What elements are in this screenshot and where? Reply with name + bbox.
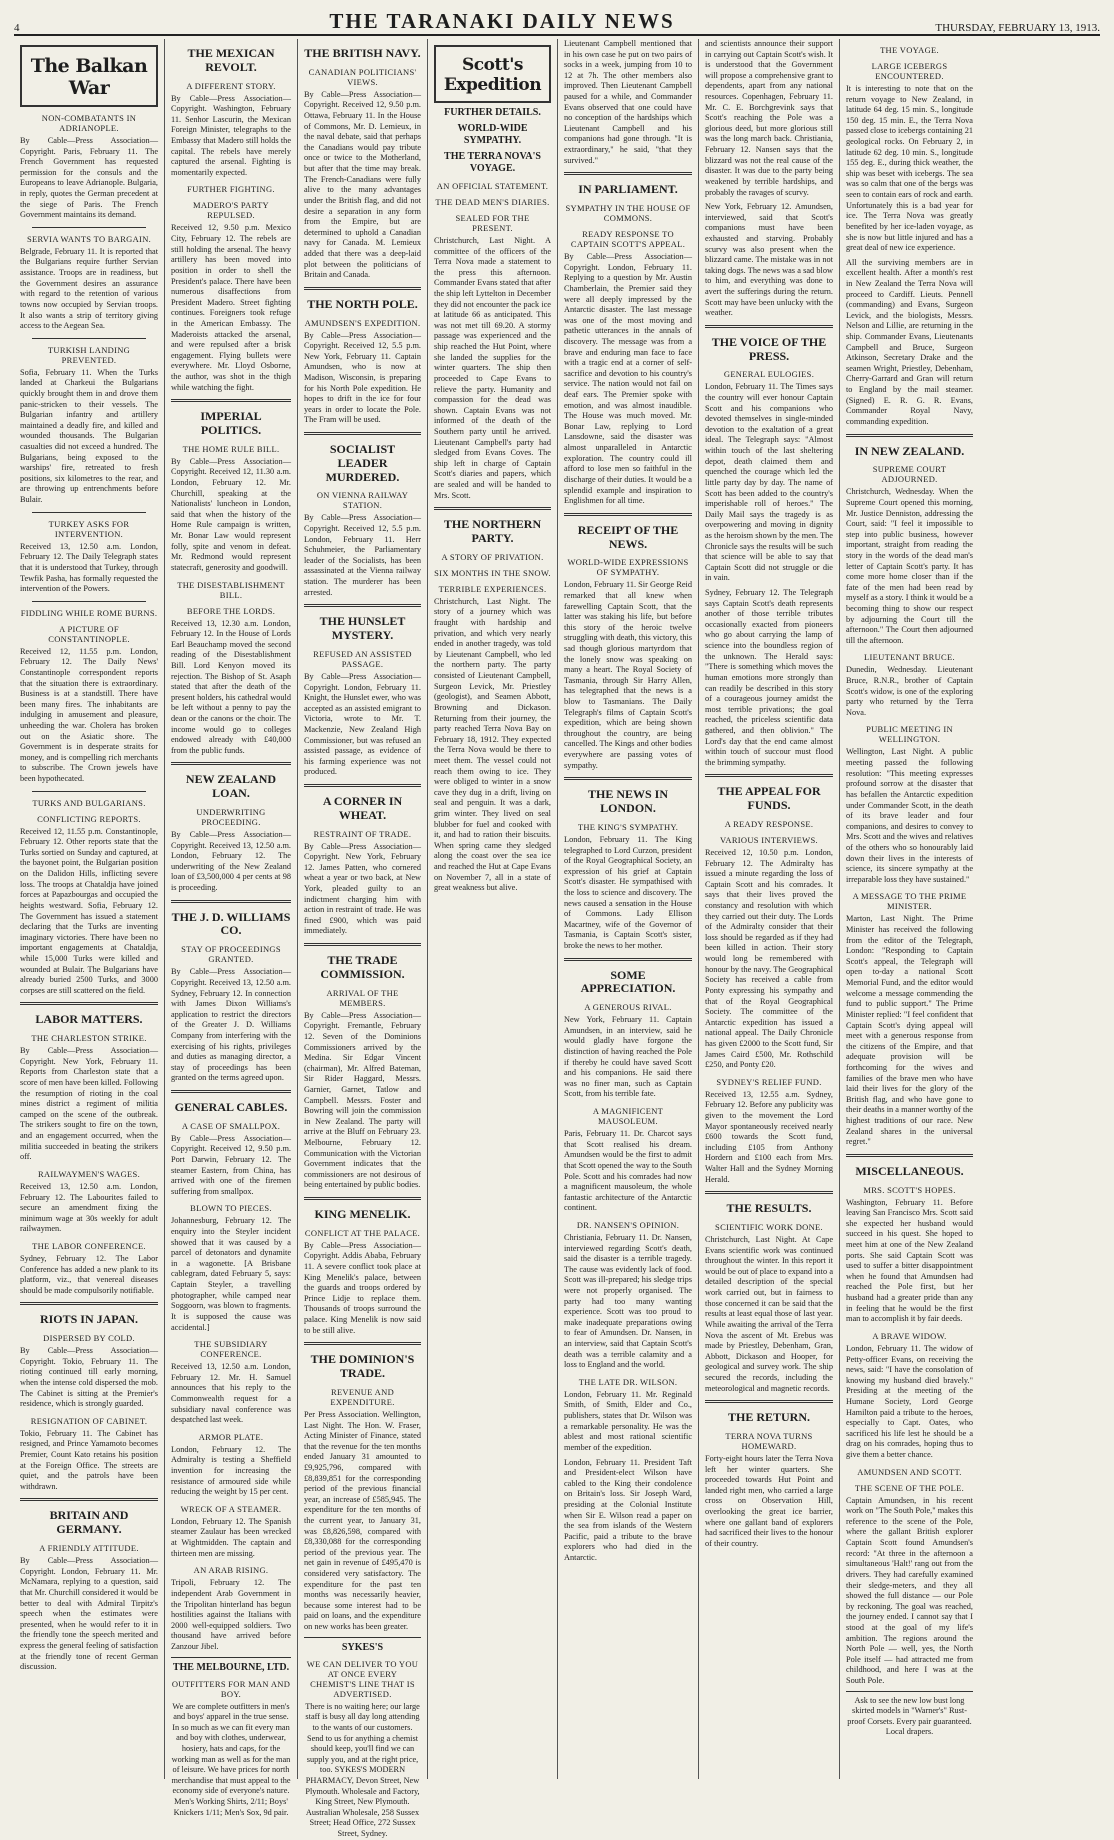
article-text: It is interesting to note that on the return voyage to New Zealand, in latitude 64 deg. 15 min. S., longitude 150 deg. 15 min. E., the Terra Nova passed close to icebergs containing 21 geological rocks. On February 2, in latitude 62 deg. 10 min. S., longitude 155 deg. E., during thick weather, the ship was beset with icebergs. The sea was so calm that one of the bergs was seen to contain ears of rock and earth. Unfortunately this is a bad year for ice. The Terra Nova was greatly benefited by her ice-laden voyage, as she is now but little injured and has a great deal of new ice experience. — [846, 84, 973, 253]
divider — [564, 777, 692, 780]
divider — [304, 1342, 421, 1345]
ad-name: SYKES'S — [341, 1641, 384, 1653]
section-title: THE VOICE OF THE PRESS. — [711, 334, 827, 363]
section-title: RECEIPT OF THE NEWS. — [577, 522, 679, 551]
divider — [564, 513, 692, 516]
article-text: All the surviving members are in excellent health. After a month's rest in New Zealand the Terra Nova will proceed to Cardiff. Lieuts. Pennell (commanding) and Evans, Surgeon Levick, and the biologists, Messrs. Nelson and Lillie, are returning in the ship. Commander Evans, Lieutenants Campbell and Bruce, Surgeon Atkinson, Secretary Drake and the seamen Wright, Priestley, Debenham, Cherry-Garrard and Gran will return to England by the mail steamer. (Signed) E. R. G. R. Evans, Commander Royal Navy, commanding expedition. — [846, 257, 973, 426]
section-subtitle: SCIENTIFIC WORK DONE. — [715, 1222, 823, 1233]
section-title: THE HUNSLET MYSTERY. — [319, 614, 406, 643]
section-title: THE BRITISH NAVY. — [304, 46, 421, 60]
issue-date: THURSDAY, FEBRUARY 13, 1913. — [935, 22, 1100, 34]
section-subtitle: SUPREME COURT ADJOURNED. — [872, 464, 947, 485]
article-text: Christchurch, Last Night. At Cape Evans scientific work was continued throughout the winter. In this report it would be out of place to expand into a detailed description of the special work carried out, but in fairness to those concerned it can be said that the results at least equal those of last year. While awaiting the arrival of the Terra Nova the ascent of Mt. Erebus was made by Priestley, Debenham, Gran, Abbott, Dickason and Hooper, for geological and survey work. The ship secured the records, including the meteorological and magnetic records. — [705, 1235, 833, 1393]
article-text: By Cable—Press Association—Copyright. Received 12, 11.30 a.m. London, February 12. Mr. Churchill, speaking at the Nationalists' luncheon in London, said that when the history of the Home Rule campaign is written, Mr. Bonar Law would represent folly, spite and venom in defeat. Mr. Redmond would represent statecraft, generosity and goodwill. — [171, 456, 291, 572]
section-subtitle: AMUNDSEN AND SCOTT. — [857, 1466, 962, 1477]
divider — [304, 287, 421, 290]
advertisement-corsets — [846, 1691, 973, 1738]
article-text: Tripoli, February 12. The independent Arab Government in the Tripolitan hinterland has begun hostilities against the Italians with 2000 well-equipped soldiers. Two thousand have arrived before Zanzour Jibel. — [171, 1578, 291, 1651]
section-title: FIDDLING WHILE ROME BURNS. — [20, 607, 158, 618]
article-text: Sofia, February 11. When the Turks landed at Charkeui the Bulgarians quickly brought them in and drove them panic-stricken to their vessels. The Bulgarian infantry and artillery maintained a deadly fire, and killed and wounded thousands. The Bulgarian casualties did not exceed a hundred. The Bulgarians, being exposed to the warships' fire, retreated to fresh positions, six kilometres to the rear, and are throwing up entrenchments before Bulair. — [20, 367, 158, 505]
divider — [171, 900, 291, 903]
section-subtitle: THE DEAD MEN'S DIARIES. — [435, 197, 550, 207]
section-subtitle: SEALED FOR THE PRESENT. — [455, 213, 530, 233]
section-title: NEW ZEALAND LOAN. — [185, 772, 277, 801]
headline-box — [434, 45, 551, 103]
article-text: Received 13, 12.30 a.m. London, February 12. In the House of Lords Earl Beauchamp moved the second reading of the Disestablishment Bill. Lord Kenyon moved its rejection. The Bishop of St. Asaph stated that after the death of the present holders, his cathedral would be left without a penny to pay the dean or the canons or the choir. The income would go to colleges endowed already with £40,000 from the public funds. — [171, 618, 291, 755]
section-title: GENERAL CABLES. — [174, 1099, 288, 1114]
divider — [32, 338, 146, 339]
divider — [304, 784, 421, 787]
section-title: RIOTS IN JAPAN. — [39, 1312, 139, 1327]
article-text: Tokio, February 11. The Cabinet has resigned, and Prince Yamamoto becomes Premier, Count Kato retains his position at the Foreign Office. The streets are quiet, and the patrols have been withdrawn. — [20, 1428, 158, 1491]
masthead — [14, 8, 1100, 36]
article-text: By Cable—Press Association—Copyright. Received 12, 9.50 p.m. Ottawa, February 11. In the House of Commons, Mr. D. Lemieux, in the naval debate, said that perhaps the Canadians would pay tribute once or twice to the Motherland, but after that the time may break. The French-Canadians were fully alive to the many advantages under the British flag, and did not desire a separation in any form from the Empire, but are determined to uphold a Canadian navy for Canada. M. Lemieux added that there was a deep-laid plot between the politicians of Britain and Canada. — [304, 89, 421, 280]
section-title: BRITAIN AND GERMANY. — [49, 1508, 129, 1537]
column-6 — [699, 39, 840, 1779]
article-text: Received 13, 12.55 a.m. Sydney, February 12. Before any publicity was given to the movement the Lord Mayor spontaneously received nearly £600 towards the Scott fund, including £105 from Anthony Hordern and £100 each from Mrs. Walter Hall and the Sydney Morning Herald. — [705, 1089, 833, 1184]
section-title: MISCELLANEOUS. — [855, 1163, 964, 1178]
advertisement-melbourne — [171, 1657, 291, 1819]
section-subtitle: BLOWN TO PIECES. — [190, 1203, 272, 1214]
section-subtitle: CONFLICT AT THE PALACE. — [304, 1227, 421, 1238]
section-subtitle: AN ARAB RISING. — [193, 1565, 269, 1576]
article-text: By Cable—Press Association—Copyright. New York, February 11. Reports from Charleston state that a score of men have been killed. Following the resumption of rioting in the coal mines district a regiment of militia camped on the scene of the outbreak. The strikers sought to fire on the town, and an engagement occurred, when the militia succeeded in beating the strikers off. — [20, 1046, 158, 1162]
article-text: Paris, February 11. Dr. Charcot says that Scott realised his dream. Amundsen would be the first to admit that Scott opened the way to the South Pole. Scott and his comrades had now a magnificent mausoleum, the whole fantastic architecture of the Antarctic continent. — [564, 1129, 692, 1213]
article-text: Received 12, 10.50 p.m. London, February 12. The Admiralty has issued a minute regarding the loss of Captain Scott and his comrades. It says that their lives proved the constancy and resolution with which they carried out their duty. The Lords of the Admiralty consider that their loss should be regarded as if they had been killed in action. Their story would long be remembered with honour by the navy. The Geographical Society has received a cable from Ponty expressing his sympathy and that of the Royal Geographical Society. The committee of the Antarctic expedition has issued a national appeal. The Daily Chronicle has given £2000 to the Scott fund, Sir James Caird £500, Mr. Rothschild £250, and Ponty £20. — [705, 847, 833, 1070]
article-text: By Cable—Press Association—Copyright. Paris, February 11. The French Government has requested permission for the consuls and the Europeans to leave Adrianople. Bulgaria, in reply, quotes the German precedent at the siege of Paris. The French Government maintains its demand. — [20, 136, 158, 220]
section-subtitle: FURTHER FIGHTING. — [187, 184, 275, 195]
section-subtitle: ARRIVAL OF THE MEMBERS. — [326, 987, 399, 1008]
section-title: IN PARLIAMENT. — [578, 182, 678, 197]
section-title: THE MEXICAN REVOLT. — [187, 46, 275, 74]
article-text: Received 13, 12.50 a.m. London, February 12. The Daily Telegraph states that it is understood that Turkey, through Tewfik Pasha, has formally requested the intervention of the Powers. — [20, 541, 158, 594]
article-text: Johannesburg, February 12. The enquiry into the Steyler incident showed that it was caused by a parcel of detonators and dynamite in a wagonette. [A Brisbane cablegram, dated February 5, says: Captain Steyler, a travelling photographer, while camped near Soggoorn, was blown to fragments. It is supposed the cause was accidental.] — [171, 1216, 291, 1332]
divider — [32, 227, 146, 228]
section-subtitle: REVENUE AND EXPENDITURE. — [330, 1386, 395, 1407]
section-subtitle: GENERAL EULOGIES. — [723, 369, 815, 380]
section-subtitle: THE DISESTABLISHMENT BILL. — [177, 579, 285, 600]
section-subtitle: A PICTURE OF CONSTANTINOPLE. — [48, 623, 130, 644]
divider — [705, 774, 833, 777]
section-subtitle: RESTRAINT OF TRADE. — [313, 828, 412, 839]
column-4 — [428, 39, 558, 1779]
divider — [705, 325, 833, 328]
section-subtitle: ON VIENNA RAILWAY STATION. — [316, 490, 409, 511]
section-subtitle: CANADIAN POLITICIANS' VIEWS. — [308, 66, 417, 87]
article-text: By Cable—Press Association—Copyright. New York, February 12. James Patten, who cornered wheat a year or two back, at New York, pleaded guilty to an indictment charging him with action in restraint of trade. He was fined £900, which was paid immediately. — [304, 841, 421, 936]
section-subtitle: STAY OF PROCEEDINGS GRANTED. — [181, 944, 281, 965]
article-text: Received 13, 12.50 a.m. London, February 12. The Labourites failed to secure an amendment fixing the minimum wage at 30s weekly for adult railwaymen. — [20, 1181, 158, 1234]
divider — [705, 1400, 833, 1403]
article-text: Marton, Last Night. The Prime Minister has received the following from the editor of the Telegraph, London: "Responding to Captain Scott's appeal, the Telegraph will open to-day a national Scott Memorial Fund, and the editor would welcome a message commending the fund to public support." The Prime Minister replied: "I feel confident that Captain Scott's dying appeal will meet with a generous response from the citizens of the Empire, and that adequate provision will be forthcoming for the wives and families of the brave men who have laid their lives for the glory of the British flag, and who have gone to their deaths in a manner worthy of the highest traditions of our race. New Zealand shares in the universal regret." — [846, 914, 973, 1147]
section-subtitle: VARIOUS INTERVIEWS. — [720, 834, 818, 845]
article-text: By Cable—Press Association—Copyright. Received 12, 9.50 p.m. Port Darwin, February 12. The steamer Eastern, from China, has arrived with one of the firemen suffering from smallpox. — [171, 1133, 291, 1196]
section-subtitle: READY RESPONSE TO CAPTAIN SCOTT'S APPEAL. — [570, 229, 686, 250]
section-title: IMPERIAL POLITICS. — [200, 409, 262, 438]
article-text: Sydney, February 12. The Labor Conference has added a new plank to its platform, viz., that venereal diseases should be made compulsorily notifiable. — [20, 1253, 158, 1295]
article-text: By Cable—Press Association—Copyright. London, February 11. Mr. McNamara, replying to a question, said that Mr. Churchill considered it would be better to deal with Admiral Tirpitz's speech when the estimates were presented, when he would refer to it in the friendly tone the speech merited and express the general feeling of satisfaction at the friendly tone of recent German discussion. — [20, 1556, 158, 1672]
section-title: SOCIALIST LEADER MURDERED. — [325, 442, 400, 484]
article-text: Sydney, February 12. The Telegraph says Captain Scott's death represents another of those terrible tributes occasionally exacted from pioneers who go about carrying the lamp of science into the boundless region of the unknown. The Herald says: "There is something which moves the human emotions more strongly than can readily be described in this story of a courageous journey amidst the most terrible privations; the goal reached, the priceless scientific data gathered, and then oblivion." The Lord's day that the end came almost within touch of succour must flood the brimming sympathy. — [705, 588, 833, 767]
section-title: TURKS AND BULGARIANS. — [32, 797, 146, 808]
divider — [564, 958, 692, 961]
article-text: Christiania, February 11. Dr. Nansen, interviewed regarding Scott's death, said the disaster is a terrible tragedy. The cause was evidently lack of food. Scott was ill-prepared; his sledge trips were not properly organised. The party had too many wanting experience. Scott was too proud to make inadequate preparations owing to fear of Amundsen. Dr. Nansen, in an interview, said that Captain Scott's death was a terrible calamity and a loss to England and the world. — [564, 1232, 692, 1370]
article-text: Christchurch, Last Night. The story of a journey which was fraught with hardship and privation, and which very nearly ended in another tragedy, was told by Lieutenant Campbell, who led the northern party. The party consisted of Lieutenant Campbell, Surgeon Levick, Mr. Priestley (geologist), and Seamen Abbott, Browning and Dickason. Returning from their journey, the party reached Terra Nova Bay on February 18, 1912. They expected the Terra Nova would be there to meet them. The vessel could not reach them owing to ice. They were obliged to winter in a snow cave they dug in a drift, living on seal and penguin. It was a dark, grim winter. They lived on seal blubber for fuel and cooked with it, and had to ration their biscuits. When spring came they sledged along the coast over the sea ice and reached the Hut at Cape Evans on November 7, all in a state of great weakness but alive. — [434, 596, 551, 893]
section-title: THE RESULTS. — [726, 1201, 812, 1216]
divider — [434, 507, 551, 510]
section-title: THE TRADE COMMISSION. — [320, 953, 405, 981]
section-title: THE RETURN. — [727, 1410, 810, 1425]
article-text: New York, February 11. Captain Amundsen, in an interview, said he would gladly have forgone the distinction of having reached the Pole if thereby he could have saved Scott and his companions. He said there was no finer man, such as Captain Scott, from his terrible fate. — [564, 1015, 692, 1099]
article-text: By Cable—Press Association—Copyright. Received 13, 12.50 a.m. London, February 12. The underwriting of the New Zealand loan of £3,500,000 4 per cents at 98 is proceeding. — [171, 830, 291, 893]
section-subtitle: AMUNDSEN'S EXPEDITION. — [304, 317, 421, 328]
section-subtitle: A BRAVE WIDOW. — [872, 1330, 947, 1341]
section-subtitle: PUBLIC MEETING IN WELLINGTON. — [866, 724, 953, 745]
article-text: Per Press Association. Wellington, Last Night. The Hon. W. Fraser, Acting Minister of Finance, stated that the revenue for the ten months ended January 31 amounted to £9,925,796, compared with £8,839,851 for the corresponding period of the previous financial year, an increase of £585,945. The expenditure for the ten months of the current year, to January 31, was £8,826,598, compared with £8,330,088 for the corresponding period of the previous year. The net gain in revenue of £495,470 is considered very satisfactory. The expenditure for the past ten months was necessarily heavier, because some interest had to be paid on loans, and the expenditure on new works has been greater. — [304, 1409, 421, 1632]
page-number: 4 — [14, 22, 20, 34]
article-text: London, February 11. The Times says the country will ever honour Captain Scott and his companions who devoted themselves in single-minded devotion to the exaltation of a great ideal. The Telegraph says: "Almost within touch of the last sheltering depot, death claimed them and quenched the courage which led the little party day by day. The name of Scott has been added to the country's imperishable roll of heroes." The Daily Mail says the tragedy is as overpowering and moving in dignity as the heroism shown by the men. The Chronicle says the results will be such that science will be able to say that Captain Scott did not struggle or die in vain. — [705, 382, 833, 583]
article-text: Lieutenant Campbell mentioned that in his own case he put on two pairs of socks in a week, jumping from 10 to 12 at 7h. The other members also improved. Then Lieutenant Campbell paused for a while, and Commander Evans observed that one could have no conception of the hardships which Lieutenant Campbell and his companions had gone through. "It is extraordinary," he said, "that they survived." — [564, 39, 692, 165]
ad-text: There is no waiting here; our large staff is busy all day long attending to the wants of our customers. Send to us for anything a chemist should keep, you'll find we can supply you, and at the right price, too. SYKES'S MODERN PHARMACY, Devon Street, New Plymouth. Wholesale and Factory, King Street, New Plymouth. Australian Wholesale, 258 Sussex Street; Head Office, 272 Sussex Street, Sydney. — [305, 1701, 420, 1839]
headline-box — [20, 45, 158, 107]
section-subtitle: WRECK OF A STEAMER. — [180, 1503, 282, 1514]
section-subtitle: A MAGNIFICENT MAUSOLEUM. — [592, 1106, 664, 1127]
section-subtitle: A GENEROUS RIVAL. — [584, 1002, 672, 1013]
section-subtitle: RESIGNATION OF CABINET. — [30, 1415, 148, 1426]
divider — [564, 172, 692, 175]
section-title: SERVIA WANTS TO BARGAIN. — [26, 233, 152, 244]
section-title: THE APPEAL FOR FUNDS. — [717, 784, 821, 813]
divider — [304, 943, 421, 946]
article-text: Received 12, 11.55 p.m. London, February 12. The Daily News' Constantinople correspondent reports that the situation there is extraordinary. Business is at a standstill. There have been many fires. The inhabitants are indulging in amusement and pleasure, unheeding the war. Cholera has broken out on the Asiatic shore. The Government is in desperate straits for money, and is compelling rich merchants to subscribe. The Crown jewels have been hypothecated. — [20, 646, 158, 784]
divider — [171, 1090, 291, 1093]
section-subtitle: AN OFFICIAL STATEMENT. — [436, 181, 549, 191]
section-subtitle: TERRIBLE EXPERIENCES. — [438, 583, 547, 594]
article-text: Washington, February 11. Before leaving San Francisco Mrs. Scott said she expected her husband would succeed in his quest. She hoped to meet him at one of the New Zealand ports. She said Captain Scott was used to suffer a bitter disappointment when he found that Amundsen had reached the Pole first, but her husband had a greater pride than any in feeling that he would be the first man to accomplish it by fair deeds. — [846, 1197, 973, 1324]
column-3 — [298, 39, 428, 1839]
divider — [846, 434, 973, 437]
article-text: and scientists announce their support in carrying out Captain Scott's wish. It is understood that the Government will propose a comprehensive grant to dependents, apart from any national resources. Copenhagen, February 11. Mr. C. E. Borchgrevink says that Scott's reaching the Pole was a glorious deed, but more glorious still was the long march back. Christiania, February 12. Nansen says that the blizzard was not the real cause of the disaster. It was due to the party being weakened by terrible hardships, and probably the ravages of scurvy. — [705, 39, 833, 197]
section-subtitle: LARGE ICEBERGS ENCOUNTERED. — [871, 61, 948, 81]
article-text: By Cable—Press Association—Copyright. London, February 11. Replying to a question by Mr. Austin Chamberlain, the Premier said they were all deeply impressed by the Antarctic disaster. The last message was one of the most moving and pathetic utterances in the annals of discovery. The message was from a brave and enduring man face to face with a tragic end at a corner of self-sacrifice and devotion to his country's service. The nation would not fail on deaf ears. The Premier spoke with emotion, and was almost inaudible. The House was much moved. Mr. Bonar Law, replying to Lord Lansdowne, said the disaster was almost unparalleled in Antarctic exploration. The country could ill afford to lose men so faithful in the discharge of their duties. It would be a splendid example and inspiration to Englishmen for all time. — [564, 252, 692, 506]
article-text: By Cable—Press Association—Copyright. Received 12, 5.5 p.m. New York, February 11. Captain Amundsen, who is now at Madison, Wisconsin, is preparing for his North Pole expedition. He hopes to drift in the ice for four years in order to locate the Pole. The Fram will be used. — [304, 330, 421, 425]
section-title: THE NEWS IN LONDON. — [587, 787, 669, 816]
section-subtitle: MRS. SCOTT'S HOPES. — [863, 1184, 956, 1195]
article-text: By Cable—Press Association—Copyright. Received 13, 12.50 a.m. Sydney, February 12. In connection with James Dixon Williams's application to restrict the directors of the Greater J. D. Williams Company from interfering with the exercising of his rights, privileges and duties as managing director, a stay of proceedings has been granted on the terms agreed upon. — [171, 967, 291, 1083]
section-title: THE VOYAGE. — [880, 45, 939, 55]
section-subtitle: THE TERRA NOVA'S VOYAGE. — [444, 151, 541, 174]
divider — [705, 1191, 833, 1194]
section-subtitle: ARMOR PLATE. — [198, 1431, 264, 1442]
section-subtitle: DISPERSED BY COLD. — [43, 1333, 135, 1344]
divider — [304, 1197, 421, 1200]
article-text: London, February 11. The widow of Petty-officer Evans, on receiving the news, said: "I have the consolation of knowing my husband died bravely." Presiding at the meeting of the Humane Society, Lord George Hamilton paid a tribute to the heroes, especially to Capt. Oates, who sacrificed his life lest he should be a drag on his comrades, hoping thus to give them a better chance. — [846, 1343, 973, 1460]
article-text: By Cable—Press Association—Copyright. Washington, February 11. Senhor Lascurin, the Mexican Foreign Minister, telegraphs to the Embassy that Madero still holds the capital. The rebels have merely captured the arsenal. Fighting is momentarily expected. — [171, 93, 291, 177]
section-subtitle: FURTHER DETAILS. — [444, 107, 541, 118]
section-subtitle: SYMPATHY IN THE HOUSE OF COMMONS. — [565, 203, 691, 224]
section-title: LABOR MATTERS. — [35, 1012, 143, 1027]
article-text: London, February 11. Mr. Reginald Smith, of Smith, Elder and Co., publishers, states that Dr. Wilson was a remarkable personality. He was the ablest and most rational scientific member of the expedition. — [564, 1389, 692, 1452]
article-text: Christchurch, Last Night. A committee of the officers of the Terra Nova made a statement to the press this afternoon. Commander Evans stated that after the ship left Lyttelton in December they did not encounter the pack ice at latitude 66 as anticipated. This was not met till 69.20. A stormy passage was experienced and the ship reached the Hut Point, where she landed the supplies for the winter quarters. The ship then proceeded to Cape Evans to relieve the party. Humanity and compassion for the dead was shown. Captain Evans was not informed of the death of the Southern party until he arrived. Lieutenant Campbell's party had sledged from Evans Coves. The ship left in charge of Captain Scott's diaries and papers, which are sealed and will be handed to Mrs. Scott. — [434, 236, 551, 500]
article-text: Received 12, 11.55 p.m. Constantinople, February 12. Other reports state that the Turks sortied on Sunday and captured, at the bayonet point, the Bulgarian position on the Dalidon Hills, inflicting severe loss. The troops at Chataldja have joined forces at Papazbourgas and occupied the heights westward. Sofia, February 12. The Government has issued a statement declaring that the Turks are inventing imaginary victories. There have been no important engagements at Chataldja, while 15,000 Turks were killed and wounded at Bulair. The Bulgarians have already buried 2500 Turks, and 3000 corpses are still scattered on the field. — [20, 826, 158, 995]
article-text: Belgrade, February 11. It is reported that the Bulgarians require further Servian assistance. Troops are in readiness, but the Government desires an assurance with regard to the retention of various towns now occupied by Servian troops. It also wants a strip of territory giving access to the Aegean Sea. — [20, 246, 158, 331]
article-text: London, February 11. Sir George Reid remarked that all knew when farewelling Captain Scott, that the latter was staking his life, but before this story of the heroic twelve struggling with death, this victory, this sad though glorious martyrdom that the lonely snow was speaking on many a heart. The Royal Society of Tasmania, through Sir Harry Allen, has telegraphed that the news is a blow to Tasmanians. The Daily Telegraph's films of Captain Scott's expedition, which are being shown throughout the country, are being cancelled. The Kings and other bodies everywhere are passing votes of sympathy. — [564, 580, 692, 770]
advertisement-sykes — [304, 1637, 421, 1840]
section-title: NON-COMBATANTS IN ADRIANOPLE. — [41, 113, 137, 133]
divider — [171, 762, 291, 765]
article-text: By Cable—Press Association—Copyright. Tokio, February 11. The rioting continued till early morning, when the intense cold dispersed the mob. The Cabinet is sitting at the Premier's residence, which is strongly guarded. — [20, 1346, 158, 1409]
section-subtitle: TERRA NOVA TURNS HOMEWARD. — [725, 1430, 813, 1451]
section-subtitle: A STORY OF PRIVATION. — [441, 551, 544, 562]
article-text: Christchurch, Wednesday. When the Supreme Court opened this morning, Mr. Justice Denniston, addressing the Court, said: "I feel it impossible to step into public business, however important, straight from reading the story in the words of the dead man's letter of Captain Scott's party. It has come more home closer than if the fate of the men had been read by myself as a story. I think it would be a becoming thing to show our respect by adjourning the Court till the afternoon." The Court then adjourned till the afternoon. — [846, 487, 973, 645]
headline-scotts-expedition: Scott's Expedition — [443, 55, 542, 95]
section-title: THE NORTH POLE. — [307, 296, 418, 311]
section-subtitle: A DIFFERENT STORY. — [186, 80, 276, 91]
divider — [304, 432, 421, 435]
article-text: By Cable—Press Association—Copyright. Received 12, 5.5 p.m. London, February 11. Herr Schuhmeier, the Parliamentary leader of the Socialists, has been assassinated at the Vienna railway station. The murderer has been arrested. — [304, 513, 421, 597]
newspaper-title: THE TARANAKI DAILY NEWS — [329, 9, 675, 33]
divider — [32, 512, 146, 513]
section-subtitle: THE HOME RULE BILL. — [182, 443, 280, 454]
section-subtitle: DR. NANSEN'S OPINION. — [576, 1219, 680, 1230]
divider — [171, 399, 291, 402]
section-subtitle: A MESSAGE TO THE PRIME MINISTER. — [852, 891, 967, 912]
article-text: New York, February 12. Amundsen, interviewed, said that Scott's companions must have been exhausted and starving. Probably scurvy was also present when the blizzard came. The mistake was in not taking dogs. The news was a sad blow to him, and everything was done to avert the sufferings during the return. Scott may have been unlucky with the weather. — [705, 202, 833, 318]
article-text: Received 12, 9.50 p.m. Mexico City, February 12. The rebels are still holding the arsenal. The heavy artillery has been moved into position in order to shell the President's palace. There have been numerous disaffections from President Madero. Street fighting continues. Foreigners took refuge in the American Embassy. The Maderoists attacked the arsenal, and were repulsed after a brisk engagement. Flying bullets were everywhere. Mr. Lloyd Osborne, the author, was shot in the thigh while watching the fight. — [171, 223, 291, 392]
article-text: Captain Amundsen, in his recent work on "The South Pole," makes this reference to the scene of the Pole, where the gallant British explorer Captain Scott found Amundsen's record: "At three in the afternoon a simultaneous 'Halt!' rang out from the drivers. They had carefully examined their sledge-meters, and they all showed the full distance — our Pole by reckoning. The goal was reached, the journey ended. I cannot say that I stood at the goal of my life's ambition. The regions around the North Pole — well, yes, the North Pole itself — had attracted me from childhood, and here I was at the South Pole. — [846, 1495, 973, 1685]
column-5 — [558, 39, 699, 1779]
ad-subtitle: WE CAN DELIVER TO YOU AT ONCE EVERY CHEMIST'S LINE THAT IS ADVERTISED. — [306, 1658, 419, 1699]
article-text: London, February 11. President Taft and President-elect Wilson have cabled to the King their condolence on Britain's loss. Sir Joseph Ward, presiding at the Colonial Institute when Sir E. Wilson read a paper on the sea from islands of the Western Pacific, paid a tribute to the brave explorers who had died in the Antarctic. — [564, 1457, 692, 1562]
section-subtitle: SIX MONTHS IN THE SNOW. — [434, 567, 551, 578]
section-subtitle: LIEUTENANT BRUCE. — [864, 652, 955, 663]
ad-text: Ask to see the new low bust long skirted models in "Warner's" Rust-proof Corsets. Every pair guaranteed. Local drapers. — [847, 1695, 972, 1737]
divider — [20, 1498, 158, 1501]
article-text: Wellington, Last Night. A public meeting passed the following resolution: "This meeting expresses profound sorrow at the disaster that has befallen the Antarctic expedition under Commander Scott, in the death of its brave leader and four companions, and desires to convey to Mrs. Scott and the wives and relatives of the others who so honourably laid down their lives in the interests of science, its sincere sympathy at the irreparable loss they have sustained." — [846, 747, 973, 884]
section-subtitle: THE KING'S SYMPATHY. — [577, 821, 679, 832]
divider — [304, 604, 421, 607]
article-text: By Cable—Press Association—Copyright. London, February 11. Knight, the Hunslet ewer, who was accepted as an assisted emigrant to Victoria, wrote to Mr. T. Mackenzie, New Zealand High Commissioner, but was refused an assisted passage, as evidence of his farming experience was not produced. — [304, 671, 421, 777]
article-text: London, February 11. The King telegraphed to Lord Curzon, president of the Royal Geographical Society, an expression of his grief at Captain Scott's disaster. He sympathised with the loss to science and discovery. The news caused a sensation in the House of Commons. Lady Ellison Macartney, wife of the Governor of Tasmania, is Captain Scott's sister, broke the news to her mother. — [564, 834, 692, 950]
section-subtitle: THE SUBSIDIARY CONFERENCE. — [194, 1339, 268, 1360]
section-subtitle: A CASE OF SMALLPOX. — [181, 1120, 281, 1131]
section-subtitle: THE CHARLESTON STRIKE. — [31, 1033, 147, 1044]
section-title: THE NORTHERN PARTY. — [443, 517, 542, 546]
column-1 — [14, 39, 165, 1779]
article-text: By Cable—Press Association—Copyright. Addis Ababa, February 11. A severe conflict took place at King Menelik's palace, between the guards and troops ordered by Prince Lidje to replace them. Thousands of troops surround the palace. King Menelik is now said to be still alive. — [304, 1240, 421, 1335]
section-subtitle: THE LATE DR. WILSON. — [578, 1376, 678, 1387]
section-title: KING MENELIK. — [314, 1207, 411, 1222]
divider — [20, 1002, 158, 1005]
section-subtitle: THE SCENE OF THE POLE. — [854, 1482, 965, 1493]
section-title: TURKISH LANDING PREVENTED. — [47, 344, 131, 365]
section-subtitle: A READY RESPONSE. — [724, 818, 814, 829]
section-subtitle: WORLD-WIDE SYMPATHY. — [457, 123, 528, 146]
columns — [14, 39, 1100, 1839]
section-title: TURKEY ASKS FOR INTERVENTION. — [48, 518, 130, 539]
section-subtitle: A FRIENDLY ATTITUDE. — [39, 1543, 139, 1554]
article-text: Dunedin, Wednesday. Lieutenant Bruce, R.N.R., brother of Captain Scott's widow, is one of the exploring party who returned by the Terra Nova. — [846, 665, 973, 717]
section-subtitle: WORLD-WIDE EXPRESSIONS OF SYMPATHY. — [567, 557, 689, 578]
section-title: IN NEW ZEALAND. — [854, 443, 965, 458]
divider — [20, 1302, 158, 1305]
column-2 — [165, 39, 298, 1817]
section-subtitle: MADERO'S PARTY REPULSED. — [193, 200, 269, 221]
ad-subtitle: OUTFITTERS FOR MAN AND BOY. — [171, 1678, 291, 1699]
article-text: Received 13, 12.50 a.m. London, February 12. Mr. H. Samuel announces that his reply to the Commonwealth request for a subsidiary naval conference was despatched last week. — [171, 1362, 291, 1425]
section-subtitle: BEFORE THE LORDS. — [186, 605, 276, 616]
headline-balkan-war: The Balkan War — [30, 55, 148, 99]
section-subtitle: SYDNEY'S RELIEF FUND. — [716, 1076, 822, 1087]
ad-name: THE MELBOURNE, LTD. — [172, 1661, 290, 1673]
divider — [32, 791, 146, 792]
section-subtitle: REFUSED AN ASSISTED PASSAGE. — [313, 648, 412, 669]
divider — [32, 601, 146, 602]
section-title: THE J. D. WILLIAMS CO. — [171, 909, 291, 938]
section-title: SOME APPRECIATION. — [580, 967, 676, 996]
section-subtitle: UNDERWRITING PROCEEDING. — [196, 807, 266, 828]
section-subtitle: RAILWAYMEN'S WAGES. — [38, 1168, 140, 1179]
ad-text: We are complete outfitters in men's and boys' apparel in the true sense. In so much as we can fit every man and boy with clothes, underwear, hosiery, hats and caps, for the working man as well as for the man of leisure. We have prices for north merchandise that must appeal to the economy side of everyone's nature. Men's Working Shirts, 2/11; Boys' Knickers 1/11; Men's Sox, 9d pair. — [171, 1701, 291, 1817]
article-text: London, February 12. The Spanish steamer Zaulaur has been wrecked at Wightmidden. The captain and thirteen men are missing. — [171, 1516, 291, 1558]
article-text: Forty-eight hours later the Terra Nova left her winter quarters. She proceeded towards Hut Point and landed right men, who carried a large cross on Observation Hill, overlooking the great ice barrier, where one gallant band of explorers had sacrificed their lives to the honour of their country. — [705, 1453, 833, 1548]
section-subtitle: THE LABOR CONFERENCE. — [32, 1240, 146, 1251]
section-title: THE DOMINION'S TRADE. — [310, 1352, 415, 1381]
section-title: A CORNER IN WHEAT. — [322, 794, 403, 822]
article-text: By Cable—Press Association—Copyright. Fremantle, February 12. Seven of the Dominions Commissioners arrived by the Medina. Sir Edgar Vincent (chairman), Mr. Alfred Bateman, Sir Rider Haggard, Messrs. Garnier, Garnet, Tatlow and Campbell. Messrs. Foster and Bowring will join the commission in New Zealand. The party will arrive at the Bluff on February 23. Melbourne, February 12. Communication with the Victorian Government indicates that the commissioners are not desirous of being entertained by public bodies. — [304, 1010, 421, 1190]
article-text: London, February 12. The Admiralty is testing a Sheffield invention for increasing the resistance of armoured side while reducing the weight by 15 per cent. — [171, 1444, 291, 1497]
divider — [846, 1154, 973, 1157]
column-7 — [840, 39, 979, 1779]
section-subtitle: CONFLICTING REPORTS. — [37, 813, 141, 824]
